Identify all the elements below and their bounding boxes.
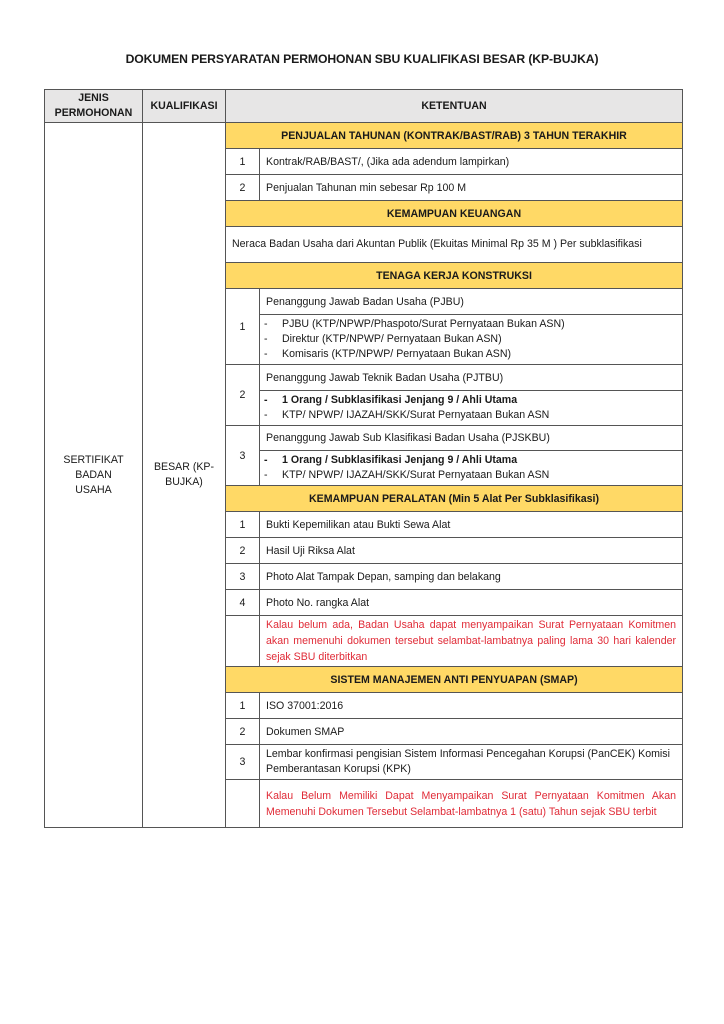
bullet-item: - 1 Orang / Subklasifikasi Jenjang 9 / Ahli Utama (262, 393, 676, 408)
row-text: Photo Alat Tampak Depan, samping dan belakang (260, 564, 683, 590)
section-title-tenaga: TENAGA KERJA KONSTRUKSI (226, 263, 683, 289)
bullet-item: - 1 Orang / Subklasifikasi Jenjang 9 / Ahli Utama (262, 453, 676, 468)
table-header-row (45, 90, 683, 123)
empty-number-cell (226, 616, 260, 667)
section-title-smap: SISTEM MANAJEMEN ANTI PENYUAPAN (SMAP) (226, 667, 683, 693)
keuangan-text: Neraca Badan Usaha dari Akuntan Publik (Ekuitas Minimal Rp 35 M ) Per subklasifikasi (226, 227, 683, 263)
peralatan-note: Kalau belum ada, Badan Usaha dapat menyampaikan Surat Pernyataan Komitmen akan memenuhi dokumen tersebut selambat-lambatnya paling lama 30 hari kalender sejak SBU diterbitkan (260, 616, 683, 667)
row-number: 1 (226, 149, 260, 175)
kualifikasi-cell: BESAR (KP-BUJKA) (143, 123, 226, 828)
bullet-item: - Komisaris (KTP/NPWP/ Pernyataan Bukan ASN) (262, 347, 676, 362)
row-text: ISO 37001:2016 (260, 693, 683, 719)
row-number: 4 (226, 590, 260, 616)
bullet-item: - PJBU (KTP/NPWP/Phaspoto/Surat Pernyataan Bukan ASN) (262, 317, 676, 332)
tenaga-head: Penanggung Jawab Badan Usaha (PJBU) (260, 289, 683, 315)
bullet-item: - KTP/ NPWP/ IJAZAH/SKK/Surat Pernyataan Bukan ASN (262, 468, 676, 483)
bullet-item: - Direktur (KTP/NPWP/ Pernyataan Bukan ASN) (262, 332, 676, 347)
row-text: Hasil Uji Riksa Alat (260, 538, 683, 564)
row-text: Photo No. rangka Alat (260, 590, 683, 616)
header-kualifikasi: KUALIFIKASI (143, 90, 226, 123)
row-text: Lembar konfirmasi pengisian Sistem Informasi Pencegahan Korupsi (PanCEK) Komisi Pemberantasan Korupsi (KPK) (260, 745, 683, 780)
row-number: 2 (226, 365, 260, 426)
section-title-penjualan: PENJUALAN TAHUNAN (KONTRAK/BAST/RAB) 3 TAHUN TERAKHIR (226, 123, 683, 149)
section-title-keuangan: KEMAMPUAN KEUANGAN (226, 201, 683, 227)
bullet-item: - KTP/ NPWP/ IJAZAH/SKK/Surat Pernyataan Bukan ASN (262, 408, 676, 423)
section-row-penjualan (45, 123, 683, 149)
row-number: 2 (226, 538, 260, 564)
empty-number-cell (226, 780, 260, 828)
row-number: 1 (226, 693, 260, 719)
tenaga-bullets (260, 451, 683, 486)
requirements-table (44, 89, 683, 828)
row-number: 2 (226, 175, 260, 201)
row-text: Kontrak/RAB/BAST/, (Jika ada adendum lampirkan) (260, 149, 683, 175)
row-number: 3 (226, 426, 260, 486)
row-number: 3 (226, 745, 260, 780)
row-number: 1 (226, 512, 260, 538)
row-number: 2 (226, 719, 260, 745)
row-text: Penjualan Tahunan min sebesar Rp 100 M (260, 175, 683, 201)
tenaga-head: Penanggung Jawab Sub Klasifikasi Badan Usaha (PJSKBU) (260, 426, 683, 451)
row-number: 1 (226, 289, 260, 365)
jenis-permohonan-cell: SERTIFIKAT BADAN USAHA (45, 123, 143, 828)
document-title: DOKUMEN PERSYARATAN PERMOHONAN SBU KUALIFIKASI BESAR (KP-BUJKA) (125, 52, 599, 66)
tenaga-head: Penanggung Jawab Teknik Badan Usaha (PJTBU) (260, 365, 683, 391)
row-text: Dokumen SMAP (260, 719, 683, 745)
row-text: Bukti Kepemilikan atau Bukti Sewa Alat (260, 512, 683, 538)
row-number: 3 (226, 564, 260, 590)
tenaga-bullets (260, 391, 683, 426)
section-title-peralatan: KEMAMPUAN PERALATAN (Min 5 Alat Per Subklasifikasi) (226, 486, 683, 512)
smap-note: Kalau Belum Memiliki Dapat Menyampaikan Surat Pernyataan Komitmen Akan Memenuhi Dokumen Tersebut Selambat-lambatnya 1 (satu) Tahun sejak SBU terbit (260, 780, 683, 828)
tenaga-bullets (260, 315, 683, 365)
header-jenis-permohonan: JENIS PERMOHONAN (45, 90, 143, 123)
header-ketentuan: KETENTUAN (226, 90, 683, 123)
